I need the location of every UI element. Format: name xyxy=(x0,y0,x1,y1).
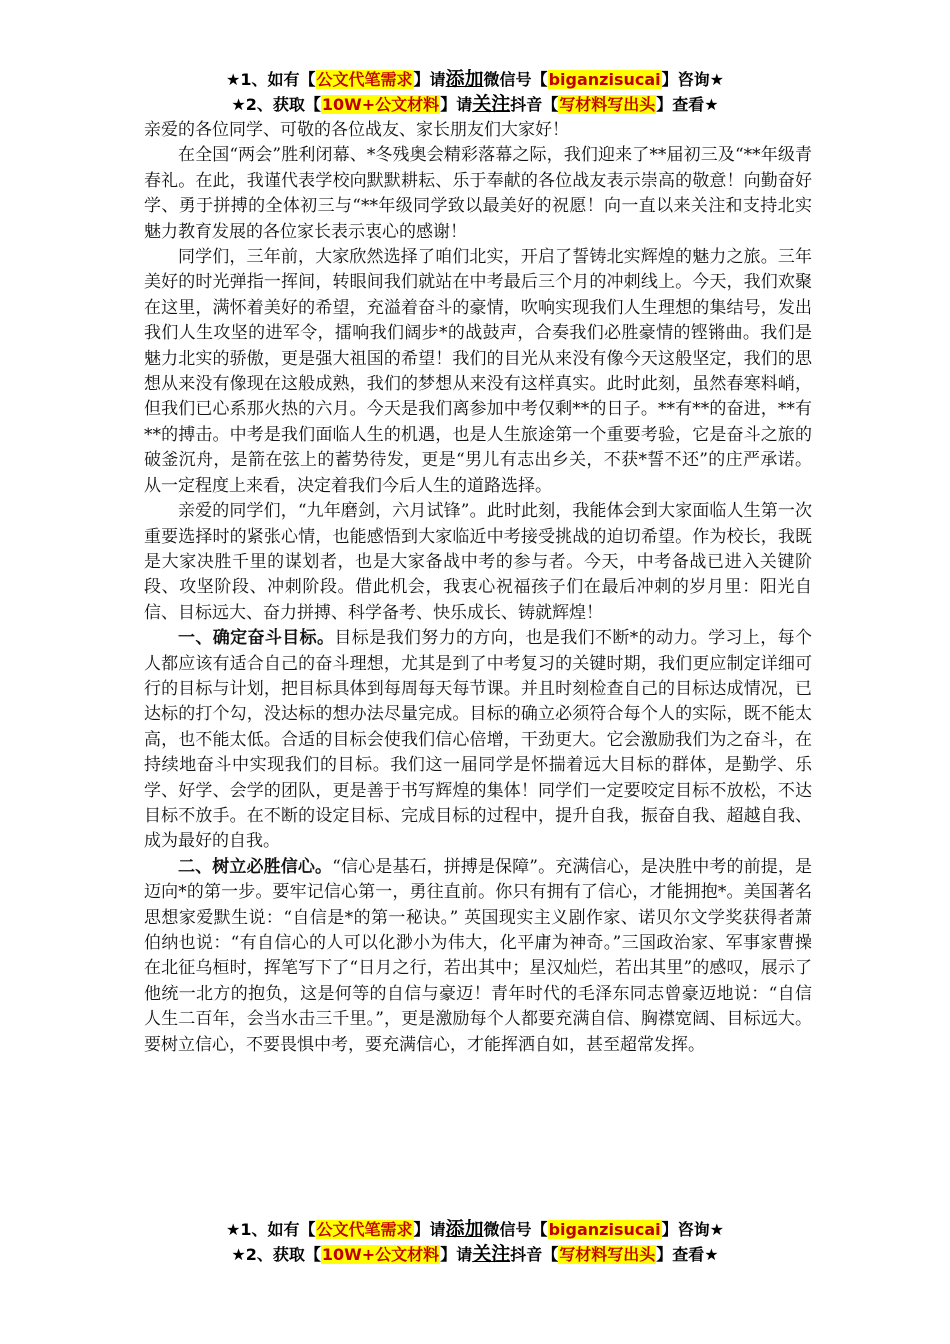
promo-text: 】请 xyxy=(413,1220,446,1239)
paragraph-5-text: “信心是基石，拼搏是保障”。充满信心，是决胜中考的前提，是迈向*的第一步。要牢记信心第一，勇往直前。你只有拥有了信心，才能拥抱*。美国著名思想家爱默生说：“自信是*的第一秘诀。” 英国现实主义剧作家、诺贝尔文学奖获得者萧伯纳也说：“有自信心的人可以化渺小为伟大，化平庸为神奇。”三国政治家、军事家曹操在北征乌桓时，挥笔写下了“日月之行，若出其中；星汉灿烂，若出其里”的感叹，展示了他统一北方的抱负，这是何等的自信与豪迈！青年时代的毛泽东同志曾豪迈地说：“自信人生二百年，会当水击三千里。”，更是激励每个人都要充满自信、胸襟宽阔、目标远大。要树立信心，不要畏惧中考，要充满信心，才能挥洒自如，甚至超常发挥。 xyxy=(144,856,812,1055)
promo-line-1 xyxy=(0,67,950,92)
promo-highlight: 10W+公文材料 xyxy=(321,95,440,114)
promo-line-2 xyxy=(0,1242,950,1267)
promo-highlight: 10W+公文材料 xyxy=(321,1245,440,1264)
promo-underline: 添加 xyxy=(445,68,484,90)
paragraph-4 xyxy=(144,626,812,855)
promo-text: 微信号【 xyxy=(483,1220,548,1239)
promo-underline: 添加 xyxy=(445,1218,484,1240)
promo-text: 】咨询★ xyxy=(661,1220,724,1239)
section-heading-2: 二、树立必胜信心。 xyxy=(178,856,333,877)
promo-text: ★1、如有【 xyxy=(226,1220,316,1239)
promo-text: 抖音【 xyxy=(510,1245,559,1264)
header-promo-banner xyxy=(0,67,950,117)
promo-wechat-id: biganzisucai xyxy=(548,1220,661,1239)
paragraph-1: 在全国“两会”胜利闭幕、*冬残奥会精彩落幕之际，我们迎来了**届初三及“**年级青春礼。在此，我谨代表学校向默默耕耘、乐于奉献的各位战友表示崇高的敬意！向勤奋好学、勇于拼搏的全体初三与“**年级同学致以最美好的祝愿！向一直以来关注和支持北实魅力教育发展的各位家长表示衷心的感谢！ xyxy=(144,145,812,242)
greeting: 亲爱的各位同学、可敬的各位战友、家长朋友们大家好！ xyxy=(144,120,569,140)
article-body xyxy=(144,118,812,1058)
promo-text: 微信号【 xyxy=(483,70,548,89)
promo-underline: 关注 xyxy=(472,93,511,115)
promo-douyin-id: 写材料写出头 xyxy=(559,1245,656,1264)
section-heading-1: 一、确定奋斗目标。 xyxy=(178,628,335,649)
promo-text: 】查看★ xyxy=(656,95,719,114)
promo-highlight: 公文代笔需求 xyxy=(316,70,413,89)
paragraph-5 xyxy=(144,855,812,1058)
promo-text: 】查看★ xyxy=(656,1245,719,1264)
promo-text: ★2、获取【 xyxy=(231,1245,321,1264)
promo-text: 】请 xyxy=(440,1245,473,1264)
promo-text: 】咨询★ xyxy=(661,70,724,89)
promo-text: ★1、如有【 xyxy=(226,70,316,89)
paragraph-2: 同学们，三年前，大家欣然选择了咱们北实，开启了誓铸北实辉煌的魅力之旅。三年美好的时光弹指一挥间，转眼间我们就站在中考最后三个月的冲刺线上。今天，我们欢聚在这里，满怀着美好的希望，充溢着奋斗的豪情，吹响实现我们人生理想的集结号，发出我们人生攻坚的进军令，擂响我们阔步*的战鼓声，合奏我们必胜豪情的铿锵曲。我们是魅力北实的骄傲，更是强大祖国的希望！我们的目光从来没有像今天这般坚定，我们的思想从来没有像现在这般成熟，我们的梦想从来没有这样真实。此时此刻，虽然春寒料峭，但我们已心系那火热的六月。今天是我们离参加中考仅剩**的日子。**有**的奋进，**有**的搏击。中考是我们面临人生的机遇，也是人生旅途第一个重要考验，它是奋斗之旅的破釜沉舟，是箭在弦上的蓄势待发，更是“男儿有志出乡关，不获*誓不还”的庄严承诺。从一定程度上来看，决定着我们今后人生的道路选择。 xyxy=(144,247,812,496)
paragraph-3: 亲爱的同学们，“九年磨剑，六月试锋”。此时此刻，我能体会到大家面临人生第一次重要选择时的紧张心情，也能感悟到大家临近中考接受挑战的迫切希望。作为校长，我既是大家决胜千里的谋划者，也是大家备战中考的参与者。今天，中考备战已进入关键阶段、攻坚阶段、冲刺阶段。借此机会，我衷心祝福孩子们在最后冲刺的岁月里：阳光自信、目标远大、奋力拼搏、科学备考、快乐成长、铸就辉煌！ xyxy=(144,501,812,623)
promo-text: ★2、获取【 xyxy=(231,95,321,114)
promo-highlight: 公文代笔需求 xyxy=(316,1220,413,1239)
promo-text: 】请 xyxy=(440,95,473,114)
promo-douyin-id: 写材料写出头 xyxy=(559,95,656,114)
promo-underline: 关注 xyxy=(472,1243,511,1265)
paragraph-4-text: 目标是我们努力的方向，也是我们不断*的动力。学习上，每个人都应该有适合自己的奋斗理想，尤其是到了中考复习的关键时期，我们更应制定详细可行的目标与计划，把目标具体到每周每天每节课。并且时刻检查自己的目标达成情况，已达标的打个勾，没达标的想办法尽量完成。目标的确立必须符合每个人的实际，既不能太高，也不能太低。合适的目标会使我们信心倍增，干劲更大。它会激励我们为之奋斗，在持续地奋斗中实现我们的目标。我们这一届同学是怀揣着远大目标的群体，是勤学、乐学、好学、会学的团队，更是善于书写辉煌的集体！同学们一定要咬定目标不放松，不达目标不放手。在不断的设定目标、完成目标的过程中，提升自我，振奋自我、超越自我、成为最好的自我。 xyxy=(144,628,812,852)
promo-wechat-id: biganzisucai xyxy=(548,70,661,89)
promo-text: 】请 xyxy=(413,70,446,89)
promo-line-2 xyxy=(0,92,950,117)
promo-line-1 xyxy=(0,1217,950,1242)
promo-text: 抖音【 xyxy=(510,95,559,114)
footer-promo-banner xyxy=(0,1217,950,1267)
